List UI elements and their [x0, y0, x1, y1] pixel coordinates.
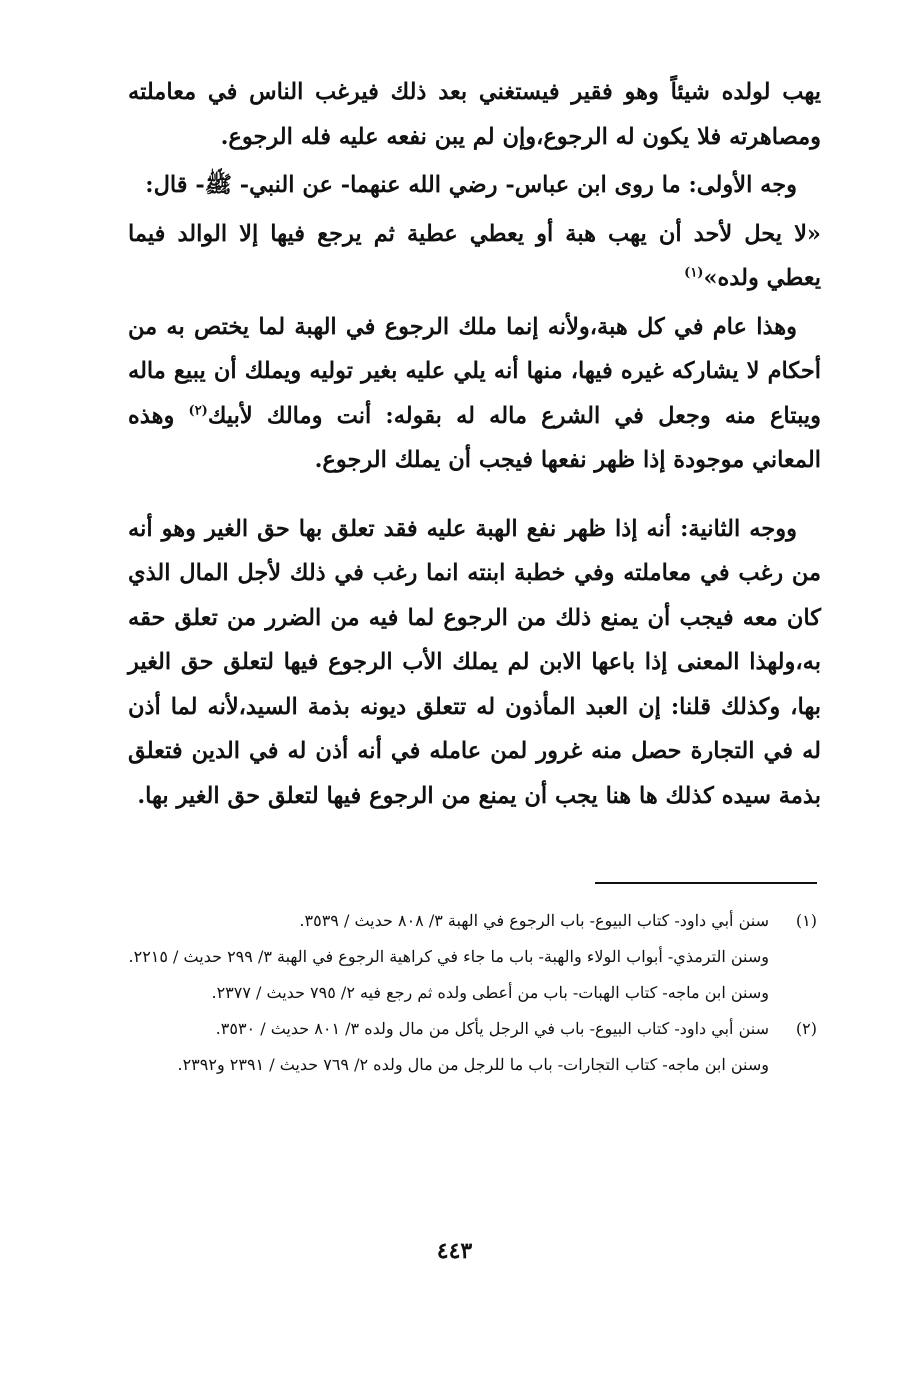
page-number: ٤٤٣ [436, 1238, 473, 1264]
footnote-ref-2: (٢) [188, 403, 208, 418]
footnotes [128, 906, 817, 1086]
footnote-1-line: وسنن الترمذي- أبواب الولاء والهبة- باب ما جاء في كراهية الرجوع في الهبة ٣/ ٢٩٩ حديث / ٢٢١٥. [128, 947, 769, 966]
footnote-1-number: (١) [795, 911, 817, 930]
footnote-2-line: سنن أبي داود- كتاب البيوع- باب في الرجل يأكل من مال ولده ٣/ ٨٠١ حديث / ٣٥٣٠. [215, 1019, 769, 1038]
footnote-2-line: وسنن ابن ماجه- كتاب التجارات- باب ما للرجل من مال ولده ٢/ ٧٦٩ حديث / ٢٣٩١ و٢٣٩٢. [177, 1055, 769, 1074]
hadith-quote-text: «لا يحل لأحد أن يهب هبة أو يعطي عطية ثم يرجع فيها إلا الوالد فيما يعطي ولده» [128, 220, 821, 291]
paragraph-second-view-text: ووجه الثانية: أنه إذا ظهر نفع الهبة عليه فقد تعلق بها حق الغير وهو أنه من رغب في معاملته وفي خطبة ابنته انما رغب في ذلك لأجل المال الذي كان معه فيجب أن يمنع ذلك من الرجوع لما فيه من الضرر من تعلق حقه به،ولهذا المعنى إذا باعها الابن لم يملك الأب الرجوع فيها لتعلق حق الغير بها، وكذلك قلنا: إن العبد المأذون له تتعلق ديونه بذمة السيد،لأنه لما أذن له في التجارة حصل منه غرور لمن عامله في أنه أذن له في الدين فتعلق بذمة سيده كذلك ها هنا يجب أن يمنع من الرجوع فيها لتعلق حق الغير بها. [128, 515, 821, 809]
footnote-1-line: سنن أبي داود- كتاب البيوع- باب الرجوع في الهبة ٣/ ٨٠٨ حديث / ٣٥٣٩. [299, 911, 769, 930]
footnote-2 [128, 1014, 817, 1086]
paragraph-intro [128, 70, 821, 159]
paragraph-intro-text: يهب لولده شيئاً وهو فقير فيستغني بعد ذلك فيرغب الناس في معاملته ومصاهرته فلا يكون له الرجوع،وإن لم يبن نفعه عليه فله الرجوع. [128, 79, 821, 150]
hadith-quote [128, 212, 821, 301]
paragraph-second-view [128, 507, 821, 819]
footnote-2-number: (٢) [795, 1019, 817, 1038]
paragraph-general-text-a: وهذا عام في كل هبة،ولأنه إنما ملك الرجوع في الهبة لما يختص به من أحكام لا يشاركه غيره فيها، منها أنه يلي عليه بغير توليه ويملك أن يبيع ماله ويبتاع منه وجعل في الشرع ماله له بقوله: أنت ومالك لأبيك [128, 313, 821, 429]
footnote-1-line: وسنن ابن ماجه- كتاب الهبات- باب من أعطى ولده ثم رجع فيه ٢/ ٧٩٥ حديث / ٢٣٧٧. [211, 983, 769, 1002]
footnote-separator [595, 882, 817, 884]
footnote-ref-1: (١) [684, 265, 704, 281]
paragraph-first-view [128, 163, 821, 208]
footnote-1 [128, 906, 817, 1014]
main-text [128, 70, 821, 818]
footnote-1-body [128, 906, 769, 1014]
footnote-2-body [128, 1014, 769, 1086]
paragraph-general [128, 305, 821, 483]
paragraph-first-view-text: وجه الأولى: ما روى ابن عباس- رضي الله عنهما- عن النبي- ﷺ- قال: [145, 172, 797, 198]
paragraph-general-text-b: وهذه المعاني موجودة إذا ظهر نفعها فيجب أن يملك الرجوع. [128, 402, 821, 473]
